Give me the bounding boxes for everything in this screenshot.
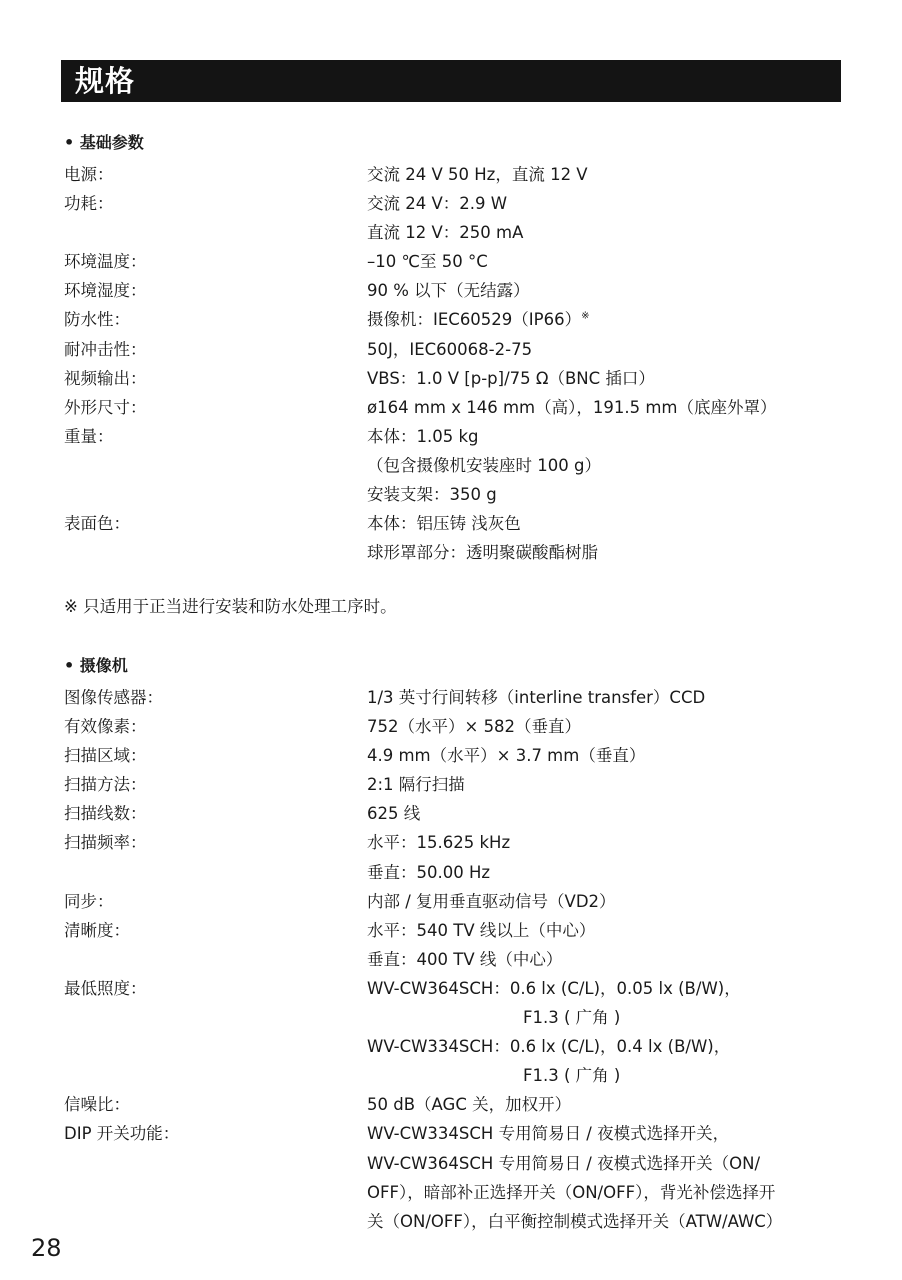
spec-value: 交流 24 V：2.9 W [367,194,508,214]
spec-label: 扫描区域： [64,746,147,766]
spec-value: WV-CW334SCH：0.6 lx (C/L)，0.4 lx (B/W)， [367,1037,731,1057]
spec-row [64,1119,864,1148]
spec-value: 625 线 [367,804,421,824]
spec-label: 环境温度： [64,252,147,272]
spec-row [64,160,864,189]
spec-row [64,916,864,945]
spec-label: 同步： [64,891,114,911]
spec-value: 50J，IEC60068-2-75 [367,339,533,359]
spec-row [64,858,864,887]
spec-row [64,247,864,276]
spec-value: ø164 mm x 146 mm（高），191.5 mm（底座外罩） [367,397,777,417]
spec-row [64,1178,864,1207]
spec-row [64,1090,864,1119]
spec-label: DIP 开关功能： [64,1124,180,1144]
spec-label: 外形尺寸： [64,397,147,417]
spec-row [64,1061,864,1090]
spec-value: 安装支架：350 g [367,485,497,505]
spec-label: 视频输出： [64,368,147,388]
spec-value: 2:1 隔行扫描 [367,775,465,795]
spec-value: 752（水平）× 582（垂直） [367,717,582,737]
spec-row [64,770,864,799]
spec-value: 垂直：50.00 Hz [367,862,491,882]
spec-value: 90 % 以下（无结露） [367,281,530,301]
footnote-mark: ※ [581,310,590,322]
spec-rows [64,683,864,1236]
spec-row [64,741,864,770]
spec-label: 图像传感器： [64,688,163,707]
page-number: 28 [31,1234,62,1262]
spec-value: 50 dB（AGC 关，加权开） [367,1095,572,1115]
spec-row [64,683,864,712]
spec-label: 表面色： [64,514,130,534]
spec-value: 关（ON/OFF），白平衡控制模式选择开关（ATW/AWC） [367,1211,783,1231]
spec-label: 防水性： [64,310,130,330]
spec-row [64,1207,864,1236]
section-basic-params [64,131,864,567]
spec-value: VBS：1.0 V [p-p]/75 Ω（BNC 插口） [367,368,655,388]
spec-row [64,422,864,451]
spec-value-continuation: F1.3 ( 广角 ) [523,1008,621,1028]
spec-label: 扫描频率： [64,833,147,853]
spec-label: 扫描方法： [64,775,147,795]
spec-label: 电源： [64,165,114,184]
spec-value: 水平：540 TV 线以上（中心） [367,920,596,940]
spec-value: 球形罩部分：透明聚碳酸酯树脂 [367,543,598,563]
section-heading: • 摄像机 [64,656,128,675]
spec-value: WV-CW334SCH 专用简易日 / 夜模式选择开关， [367,1124,730,1144]
spec-label: 清晰度： [64,920,130,940]
spec-value: 摄像机：IEC60529（IP66）※ [367,310,590,330]
spec-label: 功耗： [64,194,114,214]
spec-row [64,1149,864,1178]
spec-row [64,945,864,974]
spec-row [64,335,864,364]
spec-value-continuation: F1.3 ( 广角 ) [523,1066,621,1086]
spec-label: 扫描线数： [64,804,147,824]
spec-value: –10 ℃至 50 °C [367,252,488,272]
spec-row [64,887,864,916]
section-camera [64,654,864,1236]
spec-row [64,509,864,538]
spec-row [64,276,864,305]
spec-rows [64,160,864,567]
spec-value: 本体：1.05 kg [367,426,479,446]
spec-row [64,305,864,334]
spec-value: 垂直：400 TV 线（中心） [367,949,563,969]
section-heading: • 基础参数 [64,133,144,152]
spec-value: （包含摄像机安装座时 100 g） [367,455,601,475]
spec-value: 1/3 英寸行间转移（interline transfer）CCD [367,688,706,707]
spec-row [64,1003,864,1032]
spec-row [64,974,864,1003]
spec-row [64,218,864,247]
spec-row [64,364,864,393]
spec-value: 4.9 mm（水平）× 3.7 mm（垂直） [367,746,646,766]
page-title-bar [61,60,841,102]
spec-row [64,712,864,741]
spec-row [64,189,864,218]
spec-value: 交流 24 V 50 Hz，直流 12 V [367,165,588,184]
spec-row [64,799,864,828]
spec-label: 耐冲击性： [64,339,147,359]
spec-value: 直流 12 V：250 mA [367,223,524,243]
spec-row [64,480,864,509]
spec-value: 本体：铝压铸 浅灰色 [367,514,521,534]
spec-value: 水平：15.625 kHz [367,833,511,853]
spec-value: OFF），暗部补正选择开关（ON/OFF），背光补偿选择开 [367,1182,776,1202]
spec-label: 重量： [64,426,114,446]
spec-row [64,538,864,567]
spec-row [64,393,864,422]
spec-label: 信噪比： [64,1095,130,1115]
spec-value: WV-CW364SCH：0.6 lx (C/L)，0.05 lx (B/W)， [367,978,741,998]
spec-row [64,828,864,857]
spec-value: WV-CW364SCH 专用简易日 / 夜模式选择开关（ON/ [367,1153,761,1173]
spec-row [64,1032,864,1061]
page-title: 规格 [75,64,136,98]
spec-row [64,451,864,480]
spec-value: 内部 / 复用垂直驱动信号（VD2） [367,891,616,911]
spec-label: 有效像素： [64,717,147,737]
footnote: ※ 只适用于正当进行安装和防水处理工序时。 [64,597,397,616]
spec-label: 环境湿度： [64,281,147,301]
spec-label: 最低照度： [64,978,147,998]
